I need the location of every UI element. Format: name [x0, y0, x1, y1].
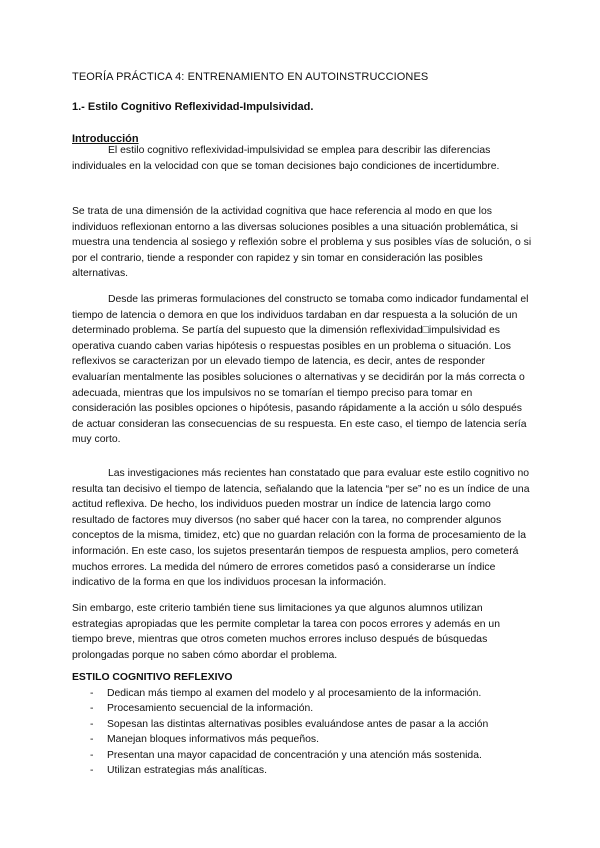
list-item-text: Procesamiento secuencial de la información.: [107, 703, 314, 715]
list-item-text: Presentan una mayor capacidad de concentración y una atención más sostenida.: [107, 749, 482, 761]
bullet-dash: -: [90, 765, 94, 777]
bullet-dash: -: [90, 703, 94, 715]
list-item-text: Dedican más tiempo al examen del modelo y al procesamiento de la información.: [107, 688, 482, 699]
list-item: [72, 717, 542, 732]
list-item: [72, 748, 542, 763]
list-item-text: Utilizan estrategias más analíticas.: [107, 765, 267, 777]
reflexive-style-heading: ESTILO COGNITIVO REFLEXIVO: [72, 672, 233, 683]
bullet-dash: -: [90, 688, 94, 699]
paragraph-limitaciones: Sin embargo, este criterio también tiene sus limitaciones ya que algunos alumnos utilizan estrategias apropiadas que les permite completar la tarea con pocos errores y además en un tiempo breve, mientras que otros cometen muchos errores incluso después de búsquedas prolongadas porque no saben cómo abordar el problema.: [72, 603, 500, 661]
list-item: [72, 701, 542, 716]
list-item-text: Sopesan las distintas alternativas posibles evaluándose antes de pasar a la acción: [107, 718, 489, 730]
list-item: [72, 763, 542, 778]
bullet-dash: -: [90, 734, 94, 746]
list-item: [72, 686, 542, 701]
bullet-dash: -: [90, 749, 94, 761]
section-heading-estilo-cognitivo: 1.- Estilo Cognitivo Reflexividad-Impulsividad.: [72, 101, 314, 113]
reflexive-traits-list: [72, 686, 542, 778]
paragraph-investigaciones: Las investigaciones más recientes han constatado que para evaluar este estilo cognitivo no resulta tan decisivo el tiempo de latencia, señalando que la latencia “per se” no es un índice de una actitud reflexiva. De hecho, los individuos pueden mostrar un índice de latencia largo como resultado de factores muy diversos (no saber qué hacer con la tarea, no comprender algunos conceptos de la misma, timidez, etc) que no guardan relación con la forma de procesamiento de la información. En este caso, los sujetos presentarán tiempos de respuesta amplios, pero cometerá muchos errores. La medida del número de errores cometidos pasó a considerarse un índice indicativo de la forma en que los individuos procesan la información.: [72, 468, 530, 589]
list-item-text: Manejan bloques informativos más pequeños.: [107, 734, 319, 746]
bullet-dash: -: [90, 718, 94, 730]
intro-heading: Introducción: [72, 133, 139, 145]
paragraph-dimension: Se trata de una dimensión de la actividad cognitiva que hace referencia al modo en que los individuos reflexionan entorno a las diversas soluciones posibles a una situación problemática, si muestra una tendencia al sosiego y reflexión sobre el problema y sus posibles vías de solución, o si por el contrario, tiende a responder con rapidez y sin tomar en consideración las posibles alternativas.: [72, 206, 532, 280]
paragraph-intro: El estilo cognitivo reflexividad-impulsividad se emplea para describir las diferencias individuales en la velocidad con que se toman decisiones bajo condiciones de incertidumbre.: [72, 145, 500, 172]
document-title: TEORÍA PRÁCTICA 4: ENTRENAMIENTO EN AUTOINSTRUCCIONES: [72, 71, 429, 83]
paragraph-latencia: Desde las primeras formulaciones del constructo se tomaba como indicador fundamental el tiempo de latencia o demora en que los individuos tardaban en dar respuesta a la solución de un determinado problema. Se partía del supuesto que la dimensión reflexividad□impulsividad es operativa cuando caben varias hipótesis o respuestas posibles en un problema o situación. Los reflexivos se caracterizan por un elevado tiempo de latencia, es decir, antes de responder evaluarían mentalmente las posibles soluciones o alternativas y se decidirán por la más correcta o adecuada, mientras que los impulsivos no se tomarían el tiempo preciso para tomar en consideración las posibles opciones o hipótesis, pasando rápidamente a la acción u sólo después de actuar consideran las consecuencias de su respuesta. En este caso, el tiempo de latencia sería muy corto.: [72, 294, 529, 446]
list-item: [72, 732, 542, 747]
